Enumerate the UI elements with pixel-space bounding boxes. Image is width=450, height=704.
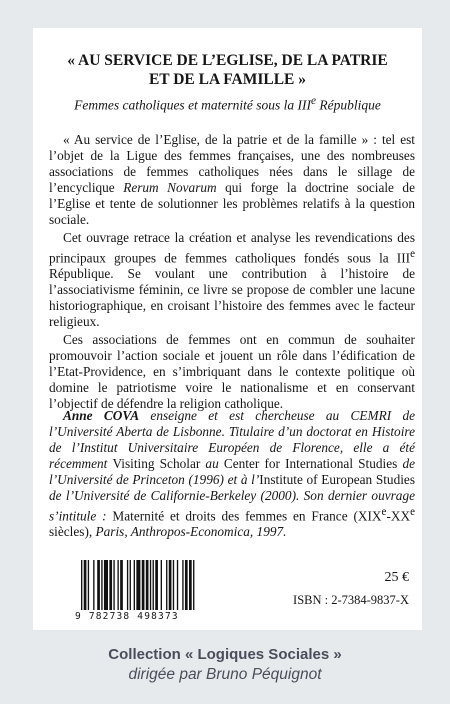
barcode-bars bbox=[75, 560, 245, 610]
barcode bbox=[75, 560, 245, 622]
book-subtitle: Femmes catholiques et maternité sous la IIIe République bbox=[74, 95, 381, 113]
author-bio-paragraph: Anne COVA enseigne et est chercheuse au CEMRI de l’Université Aberta de Lisbonne. Titulaire d’un doctorat en Histoire de l’Institut Universitaire Européen de Florence, elle a été récemment Visiting Scholar au Center for International Studies de l’Université de Princeton (1996) et à l’Institute of European Studies de l’Université de Californie-Berkeley (2000). Son dernier ouvrage s’intitule : Maternité et droits des femmes en France (XIXe-XXe siècles), Paris, Anthropos-Economica, 1997. bbox=[49, 408, 415, 540]
collection-editor: dirigée par Bruno Péquignot bbox=[128, 666, 322, 683]
book-title-line-2: ET DE LA FAMILLE » bbox=[148, 71, 307, 88]
description-paragraph-1: « Au service de l’Eglise, de la patrie et de la famille » : tel est l’objet de la Ligue des femmes françaises, une des nombreuses associations de femmes catholiques nées dans le sillage de l’encyclique Rerum Novarum qui forge la doctrine sociale de l’Eglise et tente de solutionner les problèmes relatifs à la question sociale. bbox=[49, 132, 415, 227]
description-text bbox=[49, 132, 415, 414]
collection-footer bbox=[0, 645, 450, 685]
description-paragraph-3: Ces associations de femmes ont en commun de souhaiter promouvoir l’action sociale et jouent un rôle dans l’édification de l’Etat-Providence, en s’imbriquant dans le contexte politique où domine le patriotisme voire le nationalisme et en conservant l’objectif de défendre la religion catholique. bbox=[49, 332, 415, 412]
author-bio bbox=[49, 408, 415, 540]
isbn: ISBN : 2-7384-9837-X bbox=[293, 593, 409, 607]
author-name: Anne COVA bbox=[63, 408, 140, 423]
book-title-line-1: « AU SERVICE DE L’EGLISE, DE LA PATRIE bbox=[67, 52, 388, 69]
collection-name: Collection « Logiques Sociales » bbox=[108, 646, 342, 663]
back-cover-panel bbox=[33, 28, 422, 630]
book-title bbox=[33, 51, 422, 89]
barcode-digits: 9 782738 498373 bbox=[75, 611, 245, 622]
description-paragraph-2: Cet ouvrage retrace la création et analyse les revendications des principaux groupes de femmes catholiques fondés sous la IIIe République. Se voulant une contribution à l’histoire de l’associativisme féminin, ce livre se propose de combler une lacune historiographique, en croisant l’histoire des femmes avec le facteur religieux. bbox=[49, 230, 415, 330]
price: 25 € bbox=[384, 570, 409, 585]
